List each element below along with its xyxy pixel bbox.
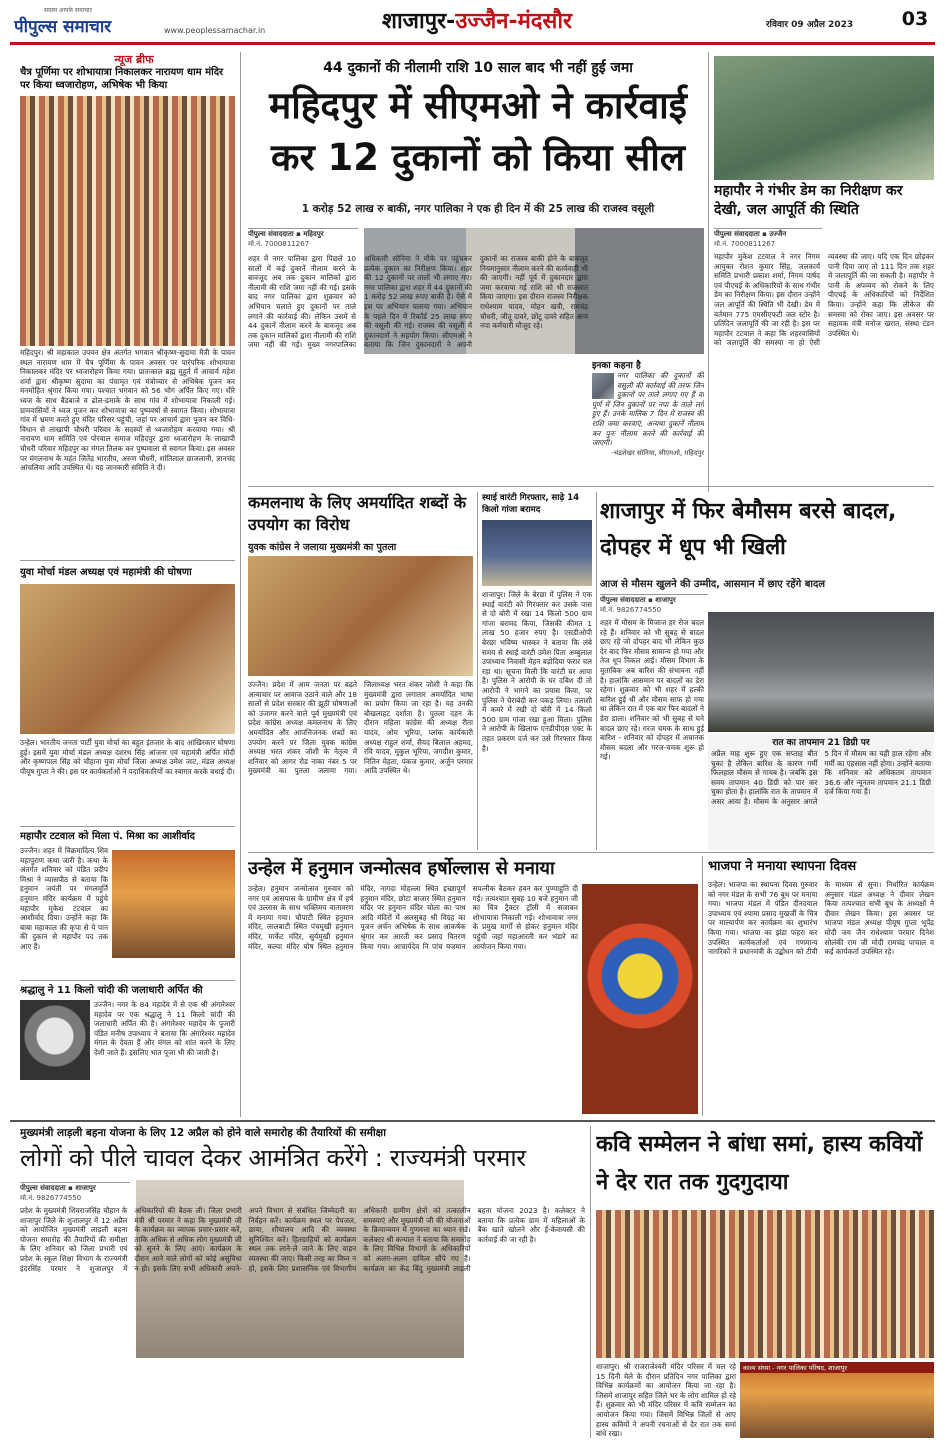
lead-byline-place: महिदपुर bbox=[303, 230, 324, 238]
ladli-body: प्रदेश के मुख्यमंत्री शिवराजसिंह चौहान के शाजापुर जिले के शुजालपुर में 12 अप्रैल को आयोजित मुख्यमंत्री लाड़ली बहना योजना समारोह की तैयारियों की समीक्षा के लिए शनिवार को जिला प्रभारी एवं प्रदेश के स्कूल शिक्षा विभाग के राज्यमंत्री इंदरसिंह परमार ने शुजालपुर में अधिकारियों की बैठक ली। जिला प्रभारी मंत्री श्री परमार ने कहा कि मुख्यमंत्री जी के कार्यक्रम का व्यापक प्रचार-प्रसार करें, ताकि अधिक से अधिक लोग मुख्यमंत्री जी को सुनने के लिए आएं। कार्यक्रम के दौरान आने वाले लोगों को कोई असुविधा न हो। इसके लिए सभी अधिकारी अपने-अपने विभाग से संबंधित जिम्मेदारी का निर्वहन करें। कार्यक्रम स्थल पर पेयजल, छाया, शौचालय आदि की व्यवस्था सुनिश्चित करें। हितग्राहियों को कार्यक्रम स्थल तक लाने-ले जाने के लिए वाहन व्यवस्था की जाए। किसी तरह का विघ्न न हो, इसके लिए प्रशासनिक एवं विभागीय अधिकारी ग्रामीण क्षेत्रों को तत्कालीन समस्याएं और मुख्यमंत्री जी की योजनाओं के क्रियान्वयन में गुणवत्ता का ध्यान रखें। कलेक्टर श्री कन्याल ने बताया कि समारोह के लिए विभिन्न विभागों के अधिकारियों को अलग-अलग दायित्व सौंपे गए हैं। कार्यक्रम का केंद्र बिंदु मुख्यमंत्री लाड़ली बहना योजना 2023 है। कलेक्टर ने बताया कि प्रत्येक ग्राम में महिलाओं के बैंक खाते खोलने और ई-केवायसी की कार्रवाई की जा रही है। bbox=[20, 1206, 585, 1273]
cmo-portrait bbox=[592, 373, 614, 399]
lead-byline-name: पीपुल्स संवाददाता bbox=[248, 230, 294, 238]
dam-headline: महापौर ने गंभीर डेम का निरीक्षण कर देखी, जल आपूर्ति की स्थिति bbox=[714, 183, 903, 218]
left-column-rule bbox=[240, 52, 241, 1117]
brief-divider-1 bbox=[20, 560, 235, 561]
kamalnath-subhead: युवक कांग्रेस ने जलाया मुख्यमंत्री का पुतला bbox=[248, 542, 397, 553]
brief2-body: उन्हेल। भारतीय जनता पार्टी युवा मोर्चा का बहुत इंतजार के बाद आखिरकार घोषणा हुई। इसमें युवा मोर्चा मंडल अध्यक्ष दशरथ सिंह आंजना एवं महामंत्री अर्पित मोदी और कृष्णपाल सिंह को चौहाना युवा मोर्चा जिला अध्यक्ष उमेश जाट, मंडल अध्यक्ष पीयूष गुप्ता ने की। इस पर कार्यकर्ताओं ने पदाधिकारियों का स्वागत करके बधाई दी। bbox=[20, 738, 235, 776]
ganja-photo bbox=[482, 520, 592, 586]
right-column-rule bbox=[708, 52, 709, 492]
ganja-body: शाजापुर। जिले के बेरछा में पुलिस ने एक स्थाई वारंटी को गिरफ्तार कर उसके पास से दो बोरी में रखा 14 किलो 500 ग्राम गांजा बरामद किया, जिसकी कीमत 1 लाख 50 हजार रुपए है। एसडीओपी बेरछा भविष्य भास्कर ने बताया कि लंबे समय से स्थाई वारंटी उमेश पिता अम्बुलाल उपाध्याय निवासी मेहन बड़ोदिया फरार चल रहा था। सूचना मिली कि वारंटी घर आया है। पुलिस ने आरोपी के घर दबिश दी तो आरोपी ने भागने का प्रयास किया, पर पुलिस ने घेराबंदी कर पकड़ लिया। तलाशी में कमरे में रखी दो बोरी में 14 किलो 500 ग्राम गांजा रखा हुआ मिला। पुलिस ने आरोपी के खिलाफ एनडीपीएस एक्ट के तहत प्रकरण दर्ज कर उसे गिरफ्तार किया है। bbox=[482, 590, 592, 753]
brief1-photo bbox=[20, 96, 235, 346]
masthead bbox=[0, 0, 945, 46]
dam-phone: मो.नं. 7000811267 bbox=[714, 240, 776, 248]
lead-bottom-rule bbox=[248, 486, 934, 487]
ladli-phone: मो.नं. 9826774550 bbox=[20, 1194, 82, 1202]
brief2-headline: युवा मोर्चा मंडल अध्यक्ष एवं महामंत्री की घोषणा bbox=[20, 567, 192, 578]
bjp-headline: भाजपा ने मनाया स्थापना दिवस bbox=[708, 859, 857, 874]
hanuman-body: उन्हेल। हनुमान जन्मोत्सव गुरुवार को नगर एवं आसपास के ग्रामीण क्षेत्र में हर्ष एवं उल्लास के साथ भक्तिमय वातावरण में मनाया गया। चौपाटी स्थित हनुमान मंदिर, लालबाटी स्थित पंचमुखी हनुमान मंदिर, मार्केट मंदिर, सुर्यमुखी हनुमान मंदिर, कल्पा मंदिर घोष स्थित हनुमान मंदिर, नागदा मोहल्ला स्थित इच्छापूर्ण हनुमान मंदिर, छोटा बाजार स्थित हनुमान मंदिर पर हनुमान मंदिर चोला का पाथ आदि मंदिरों में अलसुबह श्री विग्रह का पूजन अर्चन अभिषेक के साथ आकर्षक श्रृंगार कर आरती कर प्रसाद वितरण किया गया। आचार्यदेव नि पांच यजमान सपत्नीक बैठकर हवन कर पुण्याहुति दी गई। तत्पश्चात सुबह 10 बजे हनुमान जी का चित्र ट्रैक्टर ट्रॉली में सजाकर शोभायात्रा निकाली गई। शोभायात्रा नगर के प्रमुख मार्गों से होकर हनुमान मंदिर पहुंची जहां महाआरती कर भंडारे का आयोजन किया गया। bbox=[248, 884, 578, 951]
bottom-column-rule bbox=[590, 1126, 591, 1438]
dam-photo bbox=[714, 56, 934, 180]
brief1-body: महिदपुर। श्री महाकाल उपवन क्षेत्र अंतर्गत भगवान श्रीकृष्ण-सुदामा मैत्री के पावन स्थल नारायण धाम में चैत्र पूर्णिमा के पावन अवसर पर पारंपरिक शोभायात्रा निकालकर मंदिर पर ध्वजारोहण किया गया। प्रातःकाल ब्रह्म मुहूर्त में आचार्य महेश शर्मा द्वारा श्रीकृष्ण सुदामा का पंचामृत एवं मंत्रोच्चार से अभिषेक पूजन कर मनमोहित श्रृंगार किया गया। पश्चात भगवान को 56 भोग अर्पित किए गए। धीरे ध्वज के साथ बैंडबाजे व ढोल-ढमाके के साथ गांव में शोभायात्रा निकाली गई। ग्रामवासियों ने ध्वज पूजन कर शोभायात्रा का पुष्पवर्षा से स्वागत किया। शोभायात्रा गांव में भ्रमण करते हुए मंदिर परिसर पहुंची, जहां पर आचार्य द्वारा पूजन कर विधि-विधान से लाखापी चौधरी परिवार के सदस्यों से ध्वजारोहण करवाया गया। श्री नारायण धाम समिति एवं पोरवाल समाज महिदपुर द्वारा ध्वजारोहण के लाखापी चौधरी परिवार महिदपुर का मंगल तिलक कर पुष्पमाला से स्वागत किया। इस अवसर पर मंगलनाथ के महंत जितेंद्र भारतीय, अरुण चौधरी, शांतिलाल छाजलानी, ज्ञानचंद आंचलिया आदि उपस्थित थे। यह जानकारी समिति ने दी। bbox=[20, 348, 235, 473]
kamalnath-rule bbox=[477, 492, 478, 850]
lead-byline: पीपुल्स संवाददाता ▪ महिदपुर bbox=[248, 228, 358, 239]
brief2-photo bbox=[20, 584, 235, 734]
lead-quote-label: इनका कहना है bbox=[592, 361, 641, 371]
lead-phone: मो.नं. 7000811267 bbox=[248, 240, 310, 248]
site-url[interactable]: www.peoplessamachar.in bbox=[164, 26, 266, 35]
lead-body: शहर में नगर पालिका द्वारा पिछले 10 सालों में कई दुकानें नीलाम करने के बावजूद अब तक दुकान मालिकों द्वारा नीलामी की राशि जमा नहीं की गई। इसके बाद नगर पालिका द्वारा शुक्रवार को अभियान चलाते हुए दुकानों पर ताले लगाने की कार्रवाई की। लेकिन उसमें से 44 दुकानें नीलाम करने के बावजूद अब तक दुकान मालिकों द्वारा नीलामी की राशि जमा नहीं की गई। मुख्य नगरपालिका अधिकारी सोनिया ने मौके पर पहुंचकर प्रत्येक दुकान का निरीक्षण किया। शहर की 12 दुकानों पर तालों भी लगाए गए। नगर पालिका द्वारा शहर में 44 दुकानों की 1 करोड़ 52 लाख रुपए बाकी हैं। ऐसे में इस पर अभियान चलाया गया। अभियान के पहले दिन में रिकॉर्ड 25 लाख रुपए की वसूली की गई। राजस्व की वसूली में दुकानदारों ने सहयोग किया। सीएमओ ने बताया कि जिन दुकानदारों ने अपनी दुकानों का राजस्व बाकी होने के बावजूद नियमानुसार नीलाम करने की कार्यवाही भी की जाएगी। नहीं पूर्व में दुकानदार द्वारा जमा करवाया गई राशि को भी राजसात किया जाएगा। इस दौरान राजस्व निरीक्षक राधेश्याम यादव, मोहन खत्री, रामचंद्र चौधरी, जीतू दावरे, छोटू दावरे सहित अन्य नपा कर्मचारी मौजूद रहे। bbox=[248, 254, 588, 350]
weather-subhead: आज से मौसम खुलने की उम्मीद, आसमान में छाए रहेंगे बादल bbox=[600, 579, 826, 590]
masthead-rule bbox=[10, 42, 935, 45]
brief4-body: उज्जैन। नगर के 84 महादेव में से एक श्री अंगारेश्वर महादेव पर एक श्रद्धालु ने 11 किलो चांदी की जलाधारी अर्पित की है। अंगारेश्वर महादेव के पुजारी पंडित मनीष उपाध्याय ने बताया कि अंगारेश्वर महादेव मंगल के देवता हैं और मंगल को शांत करने के लिए देशी जाते हैं। इसलिए भात पूजा भी की जाती है। bbox=[94, 1000, 235, 1057]
dam-byline: पीपुल्स संवाददाता ▪ उज्जैन bbox=[714, 228, 822, 239]
kamalnath-body: उज्जैन। प्रदेश में आम जनता पर बढ़ते अत्याचार पर आवाज उठाने वाले और 18 सालों से प्रदेश सरकार की झूठी घोषणाओं को उजागर करने वाले पूर्व मुख्यमंत्री एवं प्रदेश कांग्रेस अध्यक्ष कमलनाथ के लिए अमर्यादित और आपत्तिजनक शब्दों का उपयोग करने पर जिला युवक कांग्रेस अध्यक्ष भरत शंकर जोशी के नेतृत्व में शनिवार को आगर रोड नाका नंबर 5 पर मुख्यमंत्री का पुतला जलाया गया। जिलाध्यक्ष भरत शंकर जोशी ने कहा कि मुख्यमंत्री द्वारा लगातार अमर्यादित भाषा का प्रयोग किया जा रहा है। यह उनकी बौखलाहट दर्शाता है। पुतला दहन के दौरान महिला कांग्रेस की अध्यक्ष रीता यादव, ओम भूरिया, प्लांक कार्यकारी अध्यक्ष राहुल शर्मा, सैयद बिलाल अहमद, रवि यादव, मुकुल भूरिया, जगदीश कुमार, नितिन मेहता, पंकज कुमार, अर्जुन परमार आदि उपस्थित थे। bbox=[248, 680, 473, 776]
lead-quote-box bbox=[592, 358, 704, 482]
ladli-headline: लोगों को पीले चावल देकर आमंत्रित करेंगे : राज्यमंत्री परमार bbox=[20, 1144, 526, 1172]
kamalnath-headline: कमलनाथ के लिए अमर्यादित शब्दों के उपयोग का विरोध bbox=[248, 493, 467, 534]
lead-quote-attribution: -चंद्रशेखर सोनिया, सीएमओ, महिदपुर bbox=[611, 448, 704, 457]
brand-logo bbox=[14, 6, 164, 38]
brief3-body: उज्जैन। शहर में विक्रमादित्य शिव महापुराण कथा जारी है। कथा के अंतर्गत शनिवार को पंडित प्रदीप मिश्रा ने व्यासपीठ से बताया कि हनुमान जयंती पर मंगलमूर्ति हनुमान मंदिर कार्यक्रम में पहुंचे महापौर मुकेश टटवाल का आशीर्वाद दिया। उन्होंने कहा कि बाबा महाकाल की कृपा से ये पान की दुकान से महापौर पद तक आए हैं। bbox=[20, 846, 108, 951]
ladli-byline: पीपुल्स संवाददाता ▪ शाजापुर bbox=[20, 1182, 130, 1193]
lead-subhead: 1 करोड़ 52 लाख रु बाकी, नगर पालिका ने एक ही दिन में की 25 लाख की राजस्व वसूली bbox=[301, 203, 655, 215]
lead-quote: नगर पालिका की दुकानों की वसूली की कार्रवाई की तरफ जिन दुकानों पर ताले लगाए गए हैं वा पूर्ण में जिन दुकानों पर नपा के ताले लगे हुए हैं। उनके मालिक 7 दिन में राजस्व की राशि जमा करवाएं, अन्यथा दुकानें नीलाम कर पुनः नीलाम करने की कार्रवाई की जाएगी। bbox=[592, 371, 704, 448]
brief-divider-3 bbox=[20, 980, 235, 981]
bjp-body: उन्हेल। भाजपा का स्थापना दिवस गुरुवार को नगर मंडल के सभी 76 बूथ पर मनाया गया। भाजपा मंडल में पंडित दीनदयाल उपाध्याय एवं श्यामा प्रसाद मुखर्जी के चित्र पर माल्यार्पण कर कार्यक्रम का शुभारंभ किया गया। भाजपा का झंडा फहरा कर उपस्थित कार्यकर्ताओं एवं गणमान्य नागरिकों ने प्रधानमंत्री के उद्बोधन को टीवी के माध्यम से सुना। निर्धारित कार्यक्रम अनुसार मंडल अध्यक्ष ने दीवार लेखन किया तत्पश्चात सभी बूथ के अध्यक्षों ने दीवार लेखन किया। इस अवसर पर भाजपा मंडल अध्यक्ष पीयूष गुप्ता भूपेंद्र मोदी जय जैन राधेश्याम परमार दिनेश सोलंकी राम जी मोदी रामचंद्र पाचाल व कई कार्यकर्ता उपस्थित रहे। bbox=[708, 880, 934, 957]
brief-divider-2 bbox=[20, 826, 235, 827]
weather-byline: पीपुल्स संवाददाता ▪ शाजापुर bbox=[600, 594, 708, 605]
temp-title: रात का तापमान 21 डिग्री पर bbox=[772, 738, 870, 748]
dam-byline-name: पीपुल्स संवाददाता bbox=[714, 230, 760, 238]
brief3-photo bbox=[112, 850, 235, 958]
weather-phone: मो.नं. 9826774550 bbox=[600, 606, 662, 614]
brief3-headline: महापौर टटवाल को मिला पं. मिश्रा का आशीर्वाद bbox=[20, 831, 195, 842]
ladli-kicker: मुख्यमंत्री लाड़ली बहना योजना के लिए 12 अप्रैल को होने वाले समारोह की तैयारियों की समीक्षा bbox=[20, 1127, 386, 1139]
lead-headline: महिदपुर में सीएमओ ने कार्रवाई कर 12 दुकानों को किया सील bbox=[269, 84, 687, 179]
weather-photo bbox=[708, 612, 934, 732]
kamalnath-photo bbox=[248, 556, 473, 676]
temp-body: अप्रैल माह शुरू हुए एक सप्ताह बीत चुका है लेकिन बारिश के कारण गर्मी फिलहाल मौसम से गायब है। जबकि इस समय तापमान 40 डिग्री को पार कर चुका होता है। हालांकि रात के तापमान में असर आया है। मौसम के अनुसार अगले 5 दिन में मौसम का यही हाल रहेगा और गर्मी का एहसास नहीं होगा। उन्होंने बताया कि शनिवार को अधिकतम तापमान 36.6 और न्यूनतम तापमान 21.1 डिग्री दर्ज किया गया है। bbox=[711, 749, 931, 806]
kavi-stage-photo bbox=[740, 1362, 934, 1438]
ganja-rule bbox=[596, 492, 597, 850]
temp-box bbox=[708, 734, 934, 850]
mid-rule bbox=[248, 852, 934, 853]
hanuman-photo bbox=[582, 884, 698, 1114]
hanuman-rule bbox=[702, 856, 703, 1116]
dam-byline-place: उज्जैन bbox=[769, 230, 787, 238]
brand-tagline: सदस्य आपके समाचार bbox=[44, 7, 93, 14]
issue-date: रविवार 09 अप्रैल 2023 bbox=[766, 20, 854, 30]
page-number: 03 bbox=[901, 8, 929, 30]
bottom-rule bbox=[10, 1120, 935, 1122]
kavi-body: शाजापुर। श्री राजराजेश्वरी मंदिर परिसर में चल रहे 15 दिनी मेले के दौरान प्रतिदिन नगर पालिका द्वारा विभिन्न कार्यक्रमों का आयोजन किया जा रहा है। जिसमें शाजापुर सहित जिले भर के लोग शामिल हो रहे हैं। शुक्रवार को भी मंदिर परिसर में कवि सम्मेलन का आयोजन किया गया। जिसमें विभिन्न जिलों से आए हास्य कवियों ने अपनी रचनाओं से देर रात तक समां बांधे रखा। bbox=[596, 1362, 736, 1438]
lead-kicker: 44 दुकानों की नीलामी राशि 10 साल बाद भी नहीं हुई जमा bbox=[323, 60, 633, 76]
weather-byline-name: पीपुल्स संवाददाता bbox=[600, 596, 646, 604]
section-title bbox=[382, 5, 642, 39]
brief4-photo bbox=[20, 1000, 90, 1080]
kavi-stage-banner: काव्य संध्या - नगर पालिका परिषद, शाजापुर bbox=[740, 1362, 934, 1373]
brief4-headline: श्रद्धालु ने 11 किलो चांदी की जलाधारी अर्पित की bbox=[20, 985, 203, 996]
news-brief-label: न्यूज ब्रीफ bbox=[114, 53, 154, 66]
ganja-headline: स्थाई वारंटी गिरफ्तार, साढ़े 14 किलो गांजा बरामद bbox=[482, 493, 580, 515]
kavi-headline: कवि सम्मेलन ने बांधा समां, हास्य कवियों ने देर रात तक गुदगुदाया bbox=[596, 1132, 923, 1195]
section-title-black: शाजापुर- bbox=[382, 9, 456, 34]
kavi-photo bbox=[596, 1210, 934, 1358]
weather-body-1: शहर में मौसम के मिजाज हर रोज बदल रहे हैं। शनिवार को भी सुबह से बादल छाए रहे जो दोपहर बाद भी लेकिन कुछ देर बाद फिर मौसम सामान्य हो गया और तेज धूप निकल आई। मौसम विभाग के मुताबिक अब बारिश की संभावना नहीं है। हालांकि आसमान पर बादलों का डेरा रहेगा। शुक्रवार को भी शहर में हल्की बारिश हुई थी और मौसम साफ हो गया था लेकिन रात में एक बार फिर बादलों ने डेरा डाला। शनिवार को भी सुबह से घने बादल छाए रहे। गरज चमक के साथ हुई बारिश - शनिवार को दोपहर में अचानक मौसम बदला और गरज-चमक शुरू हो गई। bbox=[600, 618, 704, 762]
weather-headline: शाजापुर में फिर बेमौसम बरसे बादल, दोपहर में धूप भी खिली bbox=[600, 499, 897, 560]
ladli-byline-name: पीपुल्स संवाददाता bbox=[20, 1184, 66, 1192]
dam-body: महापौर मुकेश टटवाल ने नगर निगम आयुक्त रोशन कुमार सिंह, जलकार्य समिति प्रभारी प्रकाश शर्मा, निगम पार्षद एवं पीएचई के अधिकारियों के साथ गंभीर डेम का निरीक्षण किया। इस दौरान उन्होंने जल आपूर्ति की स्थिति भी देखी। डेम में वर्तमान 775 एमसीएफटी जल स्टोर है। प्रतिदिन जलापूर्ति की जा रही है। इस पर महापौर टटवाल ने कहा कि शहरवासियों को जलापूर्ति की समस्या ना हो ऐसी व्यवस्था की जाए। यदि एक दिन छोड़कर पानी दिया जाए तो 111 दिन तक शहर में जलापूर्ति की जा सकती है। महापौर ने पानी के अपव्यय को रोकने के लिए पीएचई के अधिकारियों को निर्देशित किया। उन्होंने कहा कि लीकेज की समस्या को रोका जाए। इस अवसर पर सहायक यंत्री मनोज खरात, संस्था टंडन उपस्थित थे। bbox=[714, 252, 934, 348]
weather-byline-place: शाजापुर bbox=[655, 596, 676, 604]
ladli-byline-place: शाजापुर bbox=[75, 1184, 96, 1192]
section-title-red: उज्जैन-मंदसौर bbox=[455, 9, 573, 34]
brand-name: पीपुल्स समाचार bbox=[14, 17, 112, 37]
brief1-headline: चैत्र पूर्णिमा पर शोभायात्रा निकालकर नारायण धाम मंदिर पर किया ध्वजारोहण, अभिषेक भी किया bbox=[20, 67, 224, 91]
hanuman-headline: उन्हेल में हनुमान जन्मोत्सव हर्षोल्लास से मनाया bbox=[248, 858, 555, 879]
